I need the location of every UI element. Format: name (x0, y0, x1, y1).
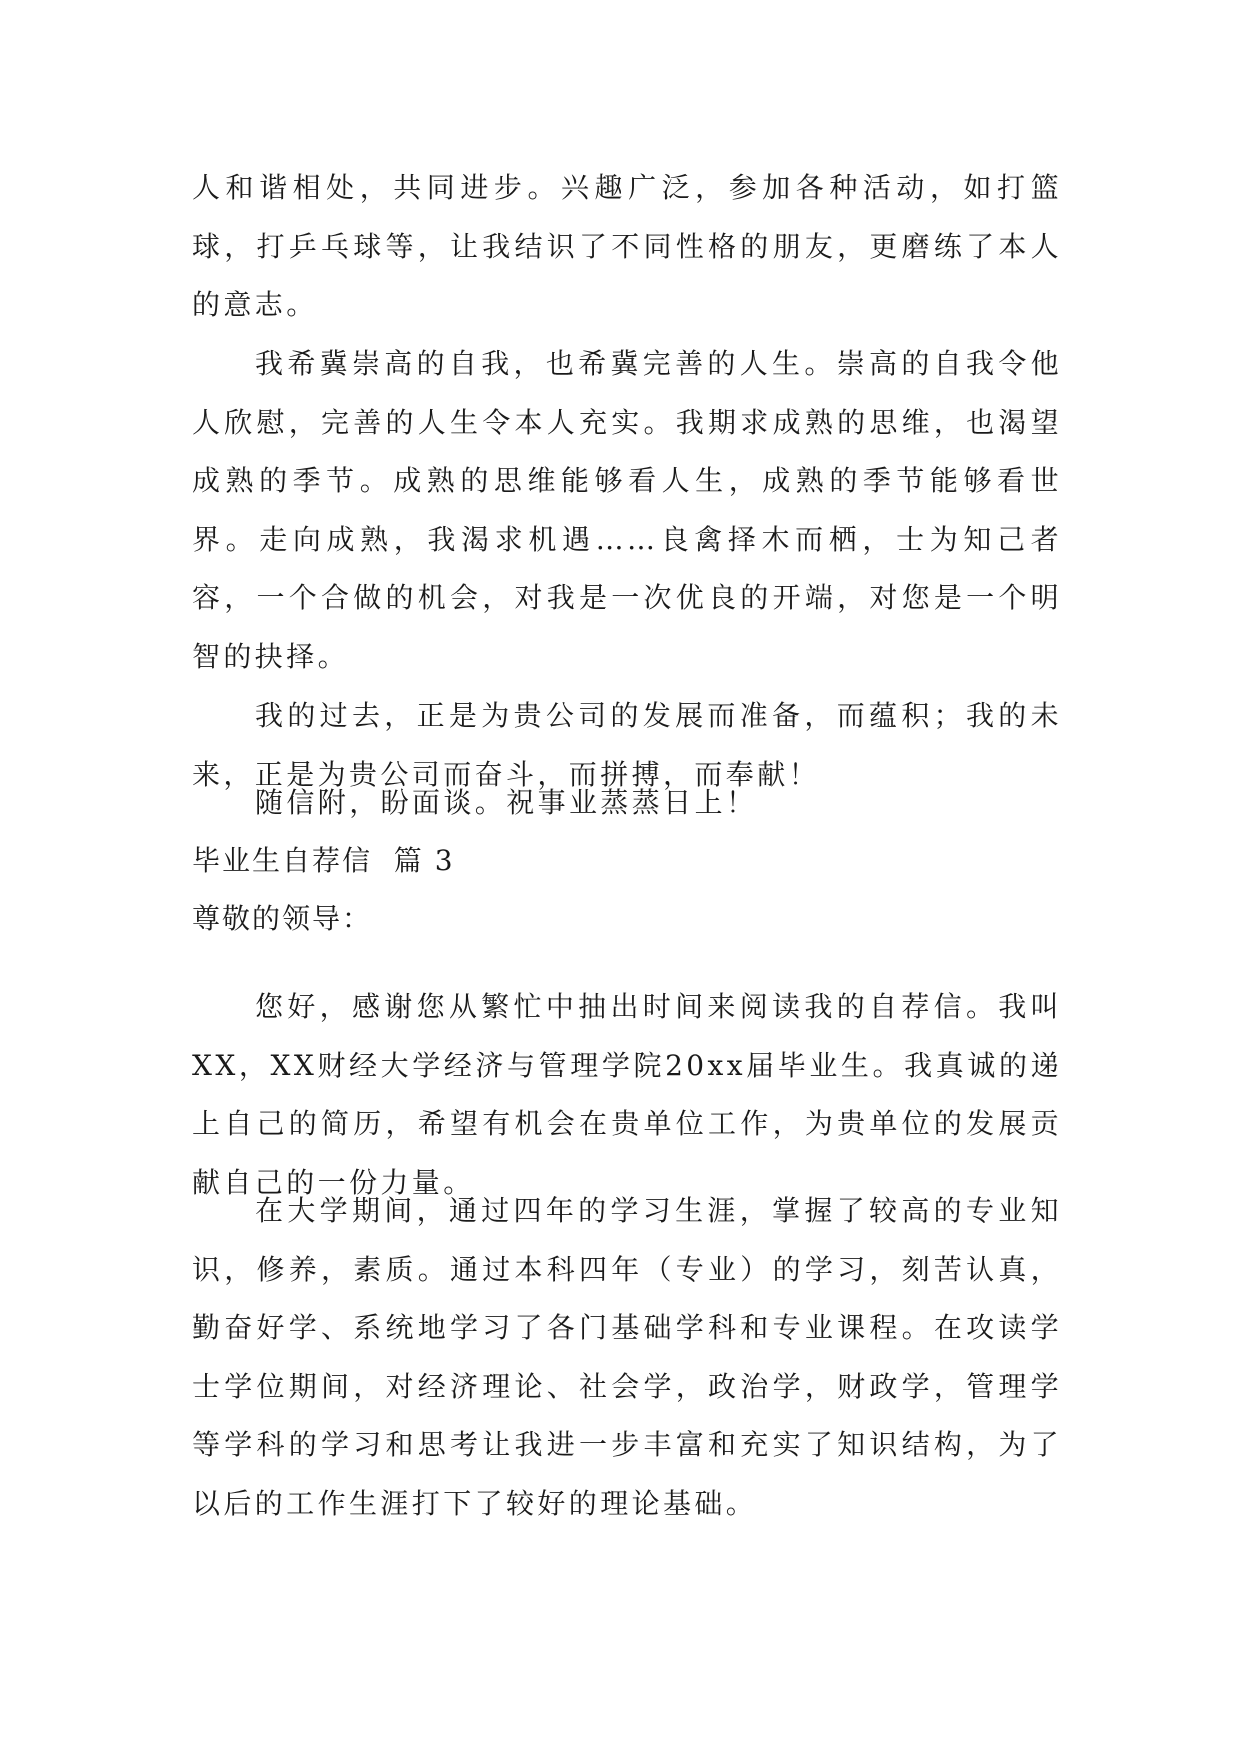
paragraph-continued: 人和谐相处，共同进步。兴趣广泛，参加各种活动，如打篮球，打乒乓球等，让我结识了不同性格的朋友，更磨练了本人的意志。 (192, 171, 1062, 321)
paragraph-aspiration: 我希冀崇高的自我，也希冀完善的人生。崇高的自我令他人欣慰，完善的人生令本人充实。我期求成熟的思维，也渴望成熟的季节。成熟的思维能够看人生，成熟的季节能够看世界。走向成熟，我渴求机遇……良禽择木而栖，士为知己者容，一个合做的机会，对我是一次优良的开端，对您是一个明智的抉择。 (192, 347, 1062, 673)
paragraph-past-future: 我的过去，正是为贵公司的发展而准备，而蕴积；我的未来，正是为贵公司而奋斗，而拼搏，而奉献！ (192, 699, 1062, 791)
section-heading: 毕业生自荐信 篇 3 (192, 844, 455, 877)
paragraph-study: 在大学期间，通过四年的学习生涯，掌握了较高的专业知识，修养，素质。通过本科四年（专业）的学习，刻苦认真，勤奋好学、系统地学习了各门基础学科和专业课程。在攻读学士学位期间，对经济理论、社会学，政治学，财政学，管理学等学科的学习和思考让我进一步丰富和充实了知识结构，为了以后的工作生涯打下了较好的理论基础。 (192, 1194, 1062, 1520)
salutation: 尊敬的领导： (192, 902, 373, 935)
paragraph-closing: 随信附，盼面谈。祝事业蒸蒸日上！ (255, 786, 758, 819)
paragraph-intro: 您好，感谢您从繁忙中抽出时间来阅读我的自荐信。我叫XX，XX财经大学经济与管理学院20xx届毕业生。我真诚的递上自己的简历，希望有机会在贵单位工作，为贵单位的发展贡献自己的一份力量。 (192, 990, 1062, 1199)
